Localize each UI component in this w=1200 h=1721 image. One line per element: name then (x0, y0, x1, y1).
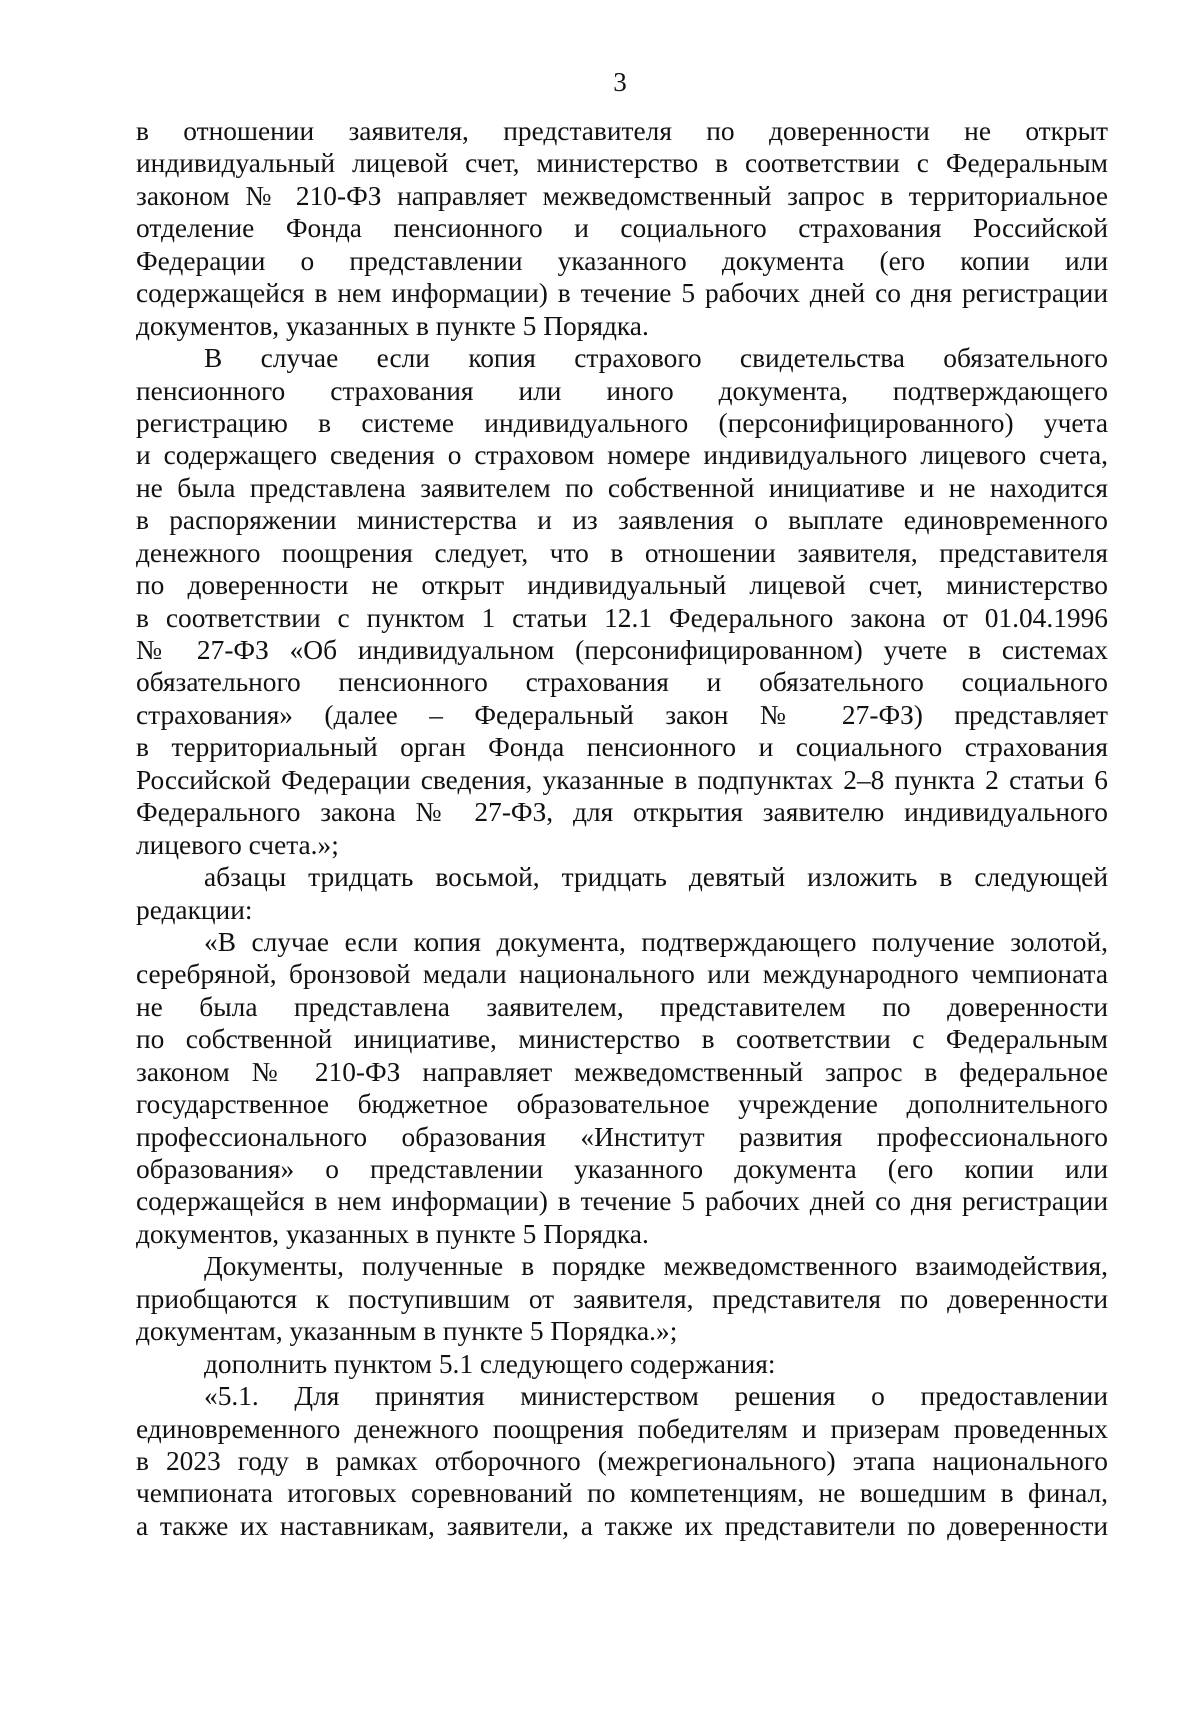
text-line: в отношении заявителя, представителя по доверенности не открыт (136, 116, 1108, 146)
text-line: денежного поощрения следует, что в отношении заявителя, представителя (136, 537, 1108, 568)
text-line: в соответствии с пунктом 1 статьи 12.1 Федерального закона от 01.04.1996 (136, 602, 1108, 633)
text-line: Российской Федерации сведения, указанные в подпунктах 2–8 пункта 2 статьи 6 (136, 764, 1108, 795)
text-line: чемпионата итоговых соревнований по компетенциям, не вошедшим в финал, (136, 1478, 1108, 1509)
text-line: не была представлена заявителем, представителем по доверенности (136, 991, 1108, 1022)
text-line: законом № 210-ФЗ направляет межведомственный запрос в территориальное (136, 180, 1108, 211)
text-line: отделение Фонда пенсионного и социального страхования Российской (136, 213, 1108, 244)
text-line: профессионального образования «Институт развития профессионального (136, 1121, 1108, 1152)
text-line: документов, указанных в пункте 5 Порядка. (136, 310, 649, 341)
text-line: обязательного пенсионного страхования и обязательного социального (136, 667, 1108, 698)
text-line: единовременного денежного поощрения победителям и призерам проведенных (136, 1413, 1108, 1444)
text-line: в распоряжении министерства и из заявления о выплате единовременного (136, 505, 1108, 536)
text-line: В случае если копия страхового свидетельства обязательного (204, 343, 1108, 374)
text-line: пенсионного страхования или иного документа, подтверждающего (136, 375, 1108, 406)
text-line: «5.1. Для принятия министерством решения о предоставлении (204, 1381, 1108, 1412)
text-line: и содержащего сведения о страховом номере индивидуального лицевого счета, (136, 440, 1108, 471)
text-line: Документы, полученные в порядке межведомственного взаимодействия, (204, 1251, 1108, 1282)
text-line: абзацы тридцать восьмой, тридцать девятый изложить в следующей (204, 862, 1108, 893)
text-line: в территориальный орган Фонда пенсионного и социального страхования (136, 732, 1108, 763)
text-line: «В случае если копия документа, подтверждающего получение золотой, (204, 926, 1108, 957)
text-line: содержащейся в нем информации) в течение 5 рабочих дней со дня регистрации (136, 278, 1108, 309)
text-line: серебряной, бронзовой медали национального или международного чемпионата (136, 959, 1108, 990)
text-line: а также их наставникам, заявители, а также их представители по доверенности (136, 1510, 1108, 1541)
page-number: 3 (613, 67, 627, 97)
text-line: не была представлена заявителем по собственной инициативе и не находится (136, 472, 1108, 503)
text-line: дополнить пунктом 5.1 следующего содержания: (204, 1348, 776, 1379)
text-line: образования» о представлении указанного документа (его копии или (136, 1154, 1108, 1184)
text-line: документов, указанных в пункте 5 Порядка. (136, 1218, 649, 1249)
text-line: приобщаются к поступившим от заявителя, представителя по доверенности (136, 1283, 1108, 1314)
text-line: Федерации о представлении указанного документа (его копии или (136, 245, 1108, 276)
text-line: по доверенности не открыт индивидуальный лицевой счет, министерство (136, 570, 1108, 601)
text-line: страхования» (далее – Федеральный закон № 27-ФЗ) представляет (136, 699, 1108, 730)
document-body (136, 115, 1108, 1542)
text-line: индивидуальный лицевой счет, министерство в соответствии с Федеральным (136, 148, 1108, 179)
text-line: регистрацию в системе индивидуального (персонифицированного) учета (136, 407, 1108, 438)
text-line: законом № 210-ФЗ направляет межведомственный запрос в федеральное (136, 1056, 1108, 1087)
text-line: содержащейся в нем информации) в течение 5 рабочих дней со дня регистрации (136, 1186, 1108, 1217)
text-line: документам, указанным в пункте 5 Порядка.»; (136, 1316, 678, 1347)
text-line: по собственной инициативе, министерство в соответствии с Федеральным (136, 1024, 1108, 1055)
text-line: лицевого счета.»; (136, 829, 339, 860)
text-line: Федерального закона № 27-ФЗ, для открытия заявителю индивидуального (136, 797, 1108, 828)
text-line: в 2023 году в рамках отборочного (межрегионального) этапа национального (136, 1445, 1108, 1476)
text-line: № 27-ФЗ «Об индивидуальном (персонифицированном) учете в системах (136, 635, 1108, 665)
text-line: государственное бюджетное образовательное учреждение дополнительного (136, 1089, 1108, 1120)
text-line: редакции: (136, 894, 253, 925)
